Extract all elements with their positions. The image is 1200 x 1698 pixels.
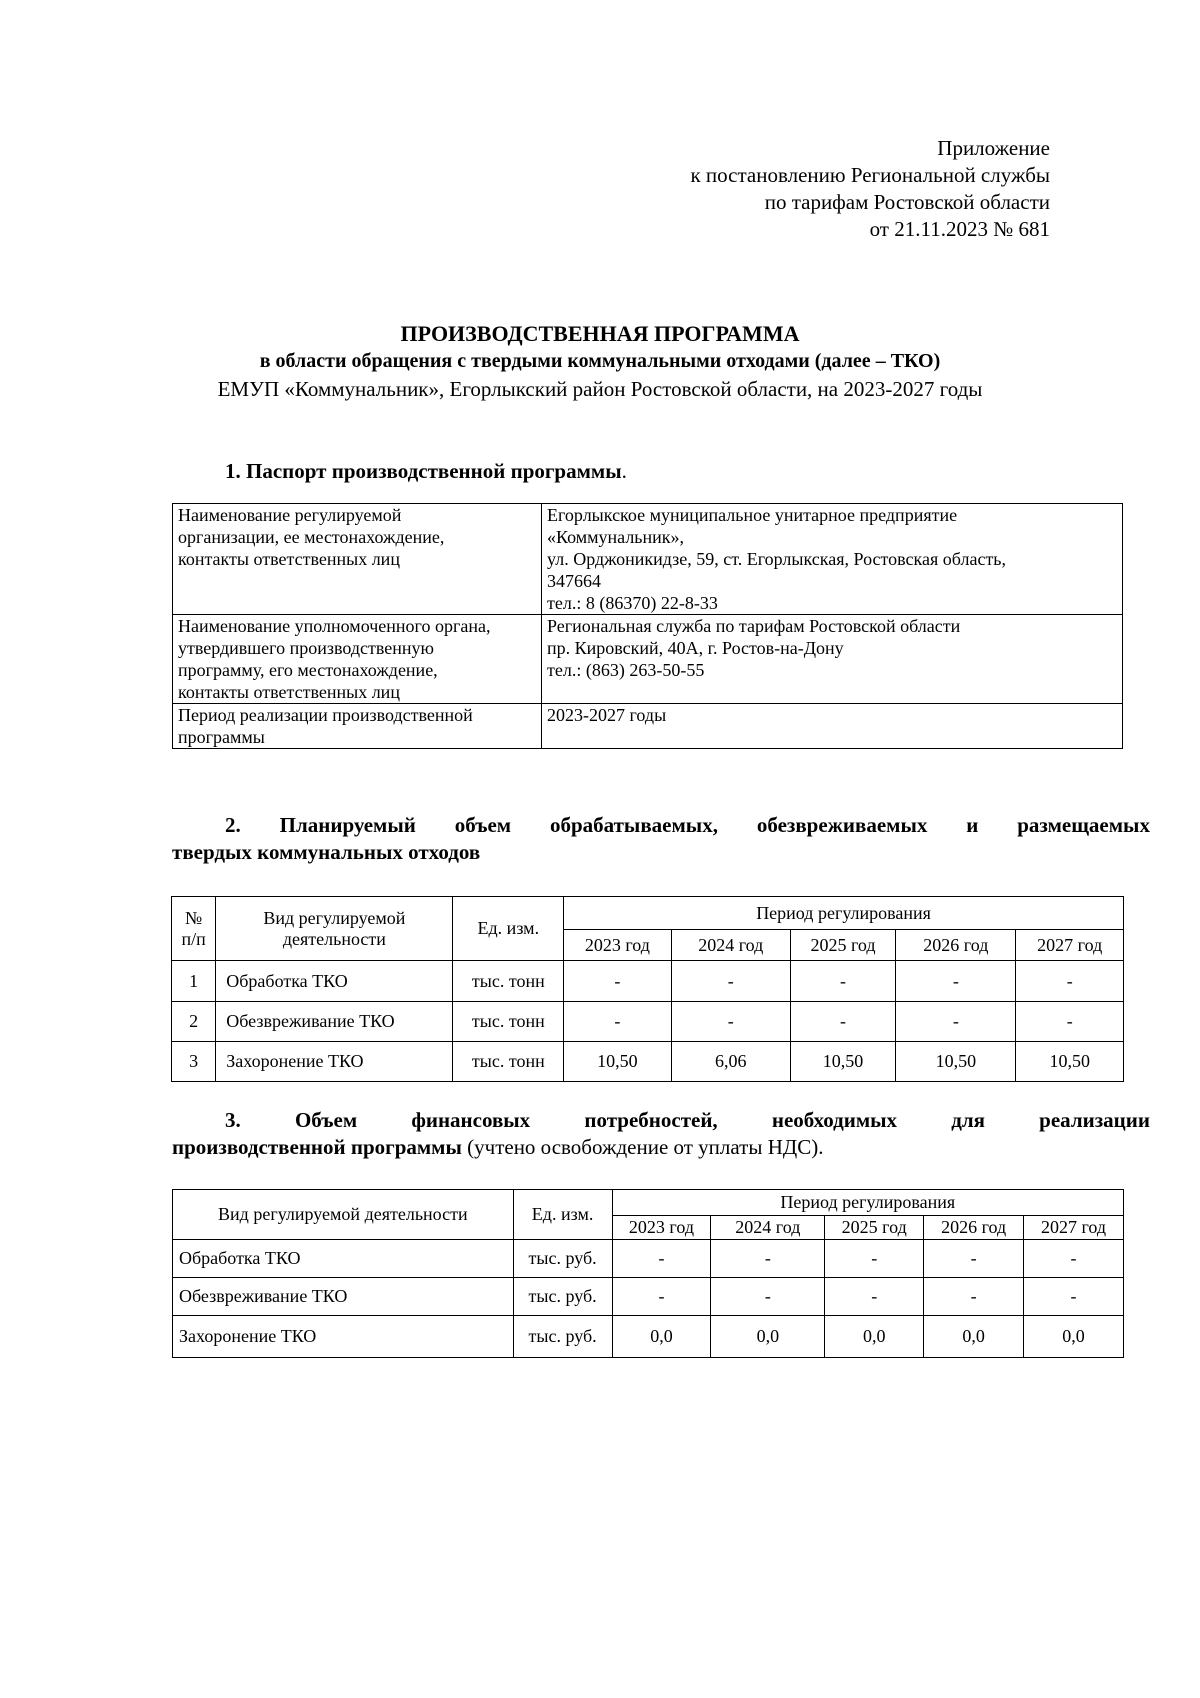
heading-word: необходимых: [771, 1108, 898, 1132]
row-unit: тыс. тонн: [453, 1002, 564, 1042]
heading-word: обезвреживаемых: [756, 813, 928, 837]
passport-value-cell: [542, 615, 1123, 704]
row-value: -: [564, 961, 672, 1002]
row-value: -: [924, 1278, 1024, 1316]
passport-label-line: Наименование регулируемой: [178, 505, 402, 525]
table-row: [173, 1278, 1124, 1316]
row-unit: тыс. руб.: [513, 1240, 612, 1278]
column-header-year: 2025 год: [790, 930, 895, 961]
row-value: -: [612, 1240, 711, 1278]
table-row: [172, 1042, 1124, 1082]
row-value: -: [671, 961, 790, 1002]
column-header-year: 2023 год: [564, 930, 672, 961]
row-unit: тыс. руб.: [513, 1278, 612, 1316]
section-1-heading-tail: .: [621, 459, 627, 483]
column-header-year: 2027 год: [1024, 1216, 1124, 1240]
section-1-heading-text: 1. Паспорт производственной программы: [225, 459, 622, 483]
row-value: -: [1016, 961, 1124, 1002]
table-row: [173, 704, 1123, 749]
column-header-year: 2023 год: [612, 1216, 711, 1240]
row-value: -: [711, 1278, 825, 1316]
column-header-year: 2026 год: [924, 1216, 1024, 1240]
passport-value-line: тел.: 8 (86370) 22-8-33: [547, 593, 718, 613]
row-value: -: [924, 1240, 1024, 1278]
section-1-heading: [225, 458, 627, 485]
row-value: -: [1016, 1002, 1124, 1042]
row-value: 0,0: [711, 1316, 825, 1358]
header-line: №: [185, 907, 203, 928]
table-row: [172, 1002, 1124, 1042]
table-header-row: [172, 897, 1124, 930]
row-activity: Обработка ТКО: [173, 1240, 514, 1278]
passport-value-line: 347664: [547, 571, 601, 591]
row-value: -: [790, 961, 895, 1002]
document-title: ПРОИЗВОДСТВЕННАЯ ПРОГРАММА: [400, 321, 800, 346]
row-value: 10,50: [564, 1042, 672, 1082]
document-subtitle: в области обращения с твердыми коммунальными отходами (далее – ТКО): [259, 350, 941, 372]
row-value: 0,0: [1024, 1316, 1124, 1358]
row-unit: тыс. руб.: [513, 1316, 612, 1358]
passport-value-line: Региональная служба по тарифам Ростовской области: [547, 616, 961, 636]
passport-value-line: ул. Орджоникидзе, 59, ст. Егорлыкская, Ростовская область,: [547, 549, 1007, 569]
heading-word: объем: [454, 813, 512, 837]
row-value: -: [825, 1240, 924, 1278]
row-value: -: [825, 1278, 924, 1316]
row-value: -: [896, 961, 1016, 1002]
section-2-heading-line1: [172, 812, 1150, 839]
heading-word: размещаемых: [1017, 813, 1150, 837]
passport-value-line: «Коммунальник»,: [547, 527, 685, 547]
heading-word: 2.: [225, 813, 241, 837]
volume-table: [171, 896, 1124, 1082]
row-activity: Захоронение ТКО: [173, 1316, 514, 1358]
row-activity: Обезвреживание ТКО: [216, 1002, 453, 1042]
row-value: 10,50: [1016, 1042, 1124, 1082]
table-row: [172, 961, 1124, 1002]
table-row: [173, 1316, 1124, 1358]
row-activity: Обезвреживание ТКО: [173, 1278, 514, 1316]
row-value: -: [671, 1002, 790, 1042]
header-line: Вид регулируемой: [263, 907, 406, 928]
appendix-line: по тарифам Ростовской области: [764, 190, 1050, 214]
row-value: 10,50: [896, 1042, 1016, 1082]
row-value: 0,0: [612, 1316, 711, 1358]
passport-value-line: тел.: (863) 263-50-55: [547, 660, 705, 680]
column-header-period: Период регулирования: [564, 897, 1124, 930]
column-header-year: 2024 год: [671, 930, 790, 961]
row-value: 0,0: [825, 1316, 924, 1358]
row-number: 1: [172, 961, 216, 1002]
column-header-unit: Ед. изм.: [513, 1190, 612, 1240]
row-unit: тыс. тонн: [453, 1042, 564, 1082]
appendix-block: [690, 135, 1050, 243]
row-value: -: [1024, 1240, 1124, 1278]
passport-label-line: Наименование уполномоченного органа,: [178, 616, 491, 636]
heading-bold-part: производственной программы: [172, 1135, 462, 1159]
appendix-line: от 21.11.2023 № 681: [869, 217, 1050, 241]
heading-word: потребностей,: [584, 1108, 718, 1132]
column-header-year: 2025 год: [825, 1216, 924, 1240]
heading-word: 3.: [225, 1108, 241, 1132]
row-value: -: [711, 1240, 825, 1278]
column-header-number: [172, 897, 216, 961]
table-header-row: [173, 1190, 1124, 1216]
section-2-heading-line2: твердых коммунальных отходов: [172, 840, 481, 864]
row-value: -: [1024, 1278, 1124, 1316]
heading-word: Объем: [294, 1108, 358, 1132]
header-line: деятельности: [282, 928, 386, 949]
row-number: 3: [172, 1042, 216, 1082]
passport-label-line: контакты ответственных лиц: [178, 549, 400, 569]
heading-word: и: [966, 813, 979, 837]
heading-word: обрабатываемых,: [549, 813, 718, 837]
column-header-year: 2026 год: [896, 930, 1016, 961]
column-header-activity: [216, 897, 453, 961]
row-value: -: [896, 1002, 1016, 1042]
row-value: -: [564, 1002, 672, 1042]
passport-label-line: организации, ее местонахождение,: [178, 527, 445, 547]
column-header-period: Период регулирования: [612, 1190, 1123, 1216]
heading-word: реализации: [1039, 1108, 1150, 1132]
table-row: [173, 1240, 1124, 1278]
document-title-block: [150, 320, 1050, 403]
section-3-heading-line1: [172, 1107, 1150, 1134]
header-line: п/п: [181, 928, 206, 949]
row-activity: Обработка ТКО: [216, 961, 453, 1002]
passport-value-line: Егорлыкское муниципальное унитарное предприятие: [547, 505, 958, 525]
table-row: [173, 615, 1123, 704]
column-header-activity: Вид регулируемой деятельности: [173, 1190, 514, 1240]
row-activity: Захоронение ТКО: [216, 1042, 453, 1082]
column-header-unit: Ед. изм.: [453, 897, 564, 961]
finance-table: [172, 1189, 1124, 1358]
passport-label-cell: [173, 615, 542, 704]
passport-label-line: Период реализации производственной: [178, 705, 473, 725]
passport-label-line: контакты ответственных лиц: [178, 682, 400, 702]
row-value: -: [790, 1002, 895, 1042]
row-value: 6,06: [671, 1042, 790, 1082]
table-row: [173, 504, 1123, 615]
document-organization-line: ЕМУП «Коммунальник», Егорлыкский район Ростовской области, на 2023-2027 годы: [217, 377, 983, 401]
row-value: -: [612, 1278, 711, 1316]
row-value: 10,50: [790, 1042, 895, 1082]
row-number: 2: [172, 1002, 216, 1042]
appendix-line: к постановлению Региональной службы: [690, 163, 1050, 187]
heading-normal-part: (учтено освобождение от уплаты НДС).: [461, 1135, 824, 1159]
passport-value-cell: [542, 504, 1123, 615]
section-3-heading: [172, 1107, 1150, 1161]
passport-value-line: пр. Кировский, 40А, г. Ростов-на-Дону: [547, 638, 844, 658]
passport-table: [172, 503, 1123, 749]
appendix-line: Приложение: [937, 136, 1050, 160]
passport-label-line: программу, его местонахождение,: [178, 660, 438, 680]
passport-label-cell: [173, 704, 542, 749]
passport-value-line: 2023-2027 годы: [547, 705, 667, 725]
heading-word: Планируемый: [279, 813, 416, 837]
section-3-heading-line2: [172, 1134, 1150, 1161]
column-header-year: 2024 год: [711, 1216, 825, 1240]
passport-label-line: программы: [178, 727, 265, 747]
section-2-heading: [172, 812, 1150, 866]
column-header-year: 2027 год: [1016, 930, 1124, 961]
passport-label-cell: [173, 504, 542, 615]
row-value: 0,0: [924, 1316, 1024, 1358]
heading-word: финансовых: [411, 1108, 531, 1132]
heading-word: для: [951, 1108, 985, 1132]
passport-label-line: утвердившего производственную: [178, 638, 434, 658]
row-unit: тыс. тонн: [453, 961, 564, 1002]
passport-value-cell: [542, 704, 1123, 749]
